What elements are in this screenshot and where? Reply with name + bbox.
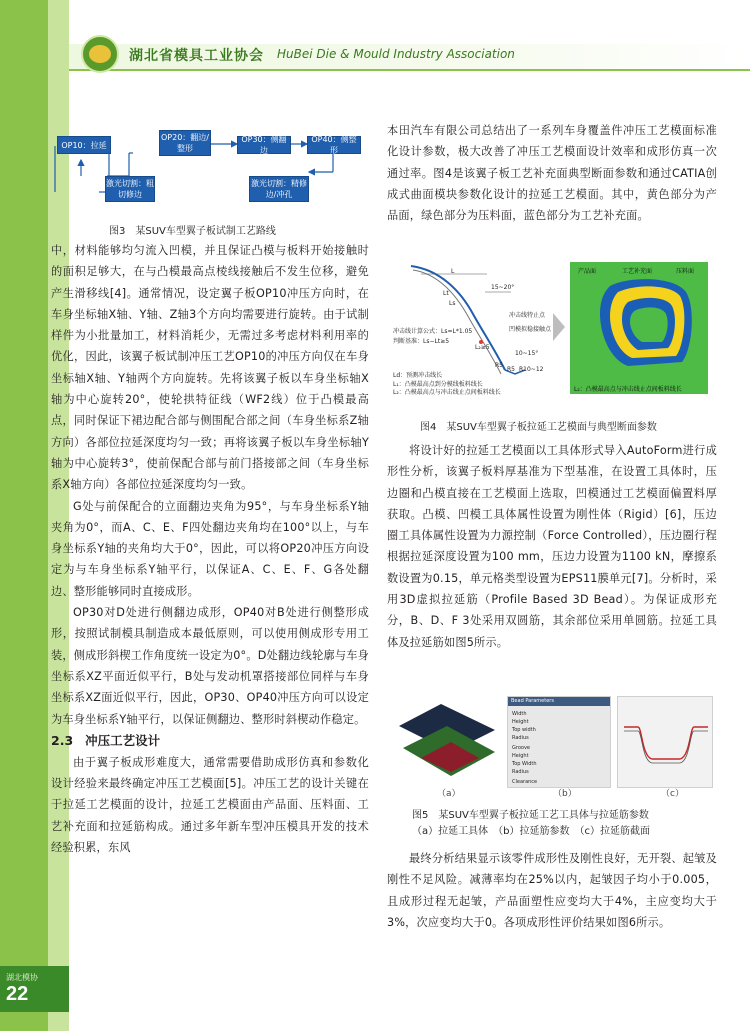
- label-product-face: 产品面: [578, 268, 597, 275]
- tool-body-render: [391, 696, 501, 788]
- right-block-3: [387, 848, 717, 933]
- param-groove-top-width: Top Width: [512, 761, 537, 767]
- flow-op40: OP40：侧整形: [307, 136, 361, 154]
- param-groove-height: Height: [512, 753, 529, 759]
- right-block-2: [387, 440, 717, 653]
- left-paragraph-1: 中，材料能够均匀流入凹模，并且保证凸模与板料开始接触时的面积足够大，在与凸模最高点棱线接触后不发生位移，避免产生滑移线[4]。通常情况，设定翼子板OP10冲压方向时，在车身坐标轴X轴、Y轴、Z轴3个方向均需要进行旋转。由于试制样件为小批量加工，材料消耗少，无需过多考虑材料利用率的优化，因此，该翼子板试制冲压工艺OP10的冲压方向仅在车身坐标轴X轴、Y轴两个方向旋转。先将该翼子板以车身坐标轴X轴为中心旋转20°，使轮拱特征线（WF2线）位于凸模最高点，同时保证下裙边配合部与侧围配合部之间（车身坐标系Z轴方向）各部位拉延深度均匀一致；再将该翼子板以车身坐标轴Y轴为中心旋转3°，使前保配合部与前门搭接部之间（车身坐标系X轴方向）各部位拉延深度均匀一致。: [51, 244, 369, 492]
- param-radius: Radius: [512, 735, 529, 741]
- page-footer: [0, 966, 69, 1012]
- right-paragraph-1: 本田汽车有限公司总结出了一系列车身覆盖件冲压工艺模面标准化设计参数，极大改善了冲压工艺模面设计效率和成形仿真一次通过率。图4是该翼子板工艺补充面典型断面参数和通过CATIA创成式曲面模块参数化设计的拉延工艺模面。其中，黄色部分为产品面，绿色部分为压料面，蓝色部分为工艺补充面。: [387, 124, 717, 223]
- label-R10-12: R10~12: [519, 366, 544, 373]
- logo-emblem: [89, 45, 111, 63]
- label-criterion: 判断基准：Ls−Lt≥5: [393, 338, 450, 345]
- flow-op30: OP30：侧翻边: [237, 136, 291, 154]
- label-formula: 冲击线计算公式：Ls=L*1.05: [393, 328, 473, 335]
- die-face-render: [570, 262, 708, 394]
- param-groove: Groove: [512, 745, 530, 751]
- label-stop-point: 冲击线特止点: [509, 312, 546, 319]
- die-face-graphic: [570, 262, 708, 394]
- left-column: [51, 240, 369, 858]
- section-heading: [51, 730, 369, 752]
- legend-L1: L₁：凸模最高点到分模线板料线长: [393, 381, 483, 388]
- right-paragraph-2: 将设计好的拉延工艺模面以工具体形式导入AutoForm进行成形性分析，该翼子板料厚基准为下型基准，在设置工具体时，压边圈和凸模直接在工艺模面上选取，凹模通过工艺模面偏置料厚获取。凸模、凹模工具体属性设置为刚性体（Rigid）[6]，压边圈工具体属性设置为力源控制（Force Controlled），压边圈行程根据拉延深度设置为100 mm，压边力设置为1100 kN，摩擦系数设置为0.15，单元格类型设置为EPS11膜单元[7]。分析时，采用3D虚拟拉延筋（Profile Based 3D Bead）。为保证成形充分，B、D、F 3处采用双圆筋，其余部位采用单圆筋。拉延工具体及拉延筋如图5所示。: [387, 444, 717, 649]
- param-top-width: Top width: [512, 727, 536, 733]
- left-paragraph-4: 由于翼子板成形难度大，通常需要借助成形仿真和参数化设计经验来最终确定冲压工艺模面[5]。冲压工艺的设计关键在于拉延工艺模面的设计，拉延工艺模面由产品面、压料面、工艺补充面和拉延筋构成。通过多年新车型冲压模具开发的技术经验积累，东风: [51, 755, 369, 855]
- label-Lt: Lt: [443, 290, 449, 297]
- association-logo-icon: [81, 35, 119, 73]
- panel-label-c: （c）: [661, 789, 684, 799]
- section-title: 冲压工艺设计: [85, 732, 161, 748]
- section-diagram: [391, 262, 552, 396]
- label-R5-b: R5: [507, 366, 515, 373]
- flow-laser-fine: 激光切割：精修边/冲孔: [249, 176, 309, 202]
- legend-Ld: Ld：预测冲击线长: [393, 372, 443, 379]
- page-header: [69, 28, 750, 74]
- label-L2: L₂≥5: [475, 344, 490, 351]
- flow-op20: OP20：翻边/整形: [159, 130, 211, 156]
- figure-3-process-route: [51, 118, 369, 242]
- label-binder: 压料面: [676, 268, 695, 275]
- legend-L2: L₂：凸模最高点与冲击线止点间板料线长: [393, 389, 501, 396]
- figure-5-caption: 图5 某SUV车型翼子板拉延工艺工具体与拉延筋参数: [412, 810, 649, 821]
- param-clearance: Clearance: [512, 779, 538, 785]
- flow-laser-rough: 激光切割：粗切修边: [105, 176, 155, 202]
- panel-title: Bead Parameters: [511, 698, 554, 704]
- header-title-en: HuBei Die & Mould Industry Association: [277, 47, 515, 61]
- left-paragraph-2: G处与前保配合的立面翻边夹角为95°，与车身坐标系Y轴夹角为0°，而A、C、E、F四处翻边夹角均在100°以上，与车身坐标系Y轴的夹角均大于0°，因此，可以将OP20冲压方向设定为与车身坐标系Y轴平行，以保证A、C、E、F、G各处翻边、整形能够同时直接成形。: [51, 499, 369, 598]
- header-title-cn: 湖北省模具工业协会: [129, 48, 264, 64]
- param-width: Width: [512, 711, 527, 717]
- bead-section-graphic: [618, 697, 714, 789]
- flow-op10: OP10：拉延: [57, 136, 111, 154]
- param-groove-radius: Radius: [512, 769, 529, 775]
- bead-parameter-panel: [507, 696, 611, 788]
- figure-4-die-face: [387, 258, 717, 398]
- label-angle-1: 15~20°: [491, 284, 515, 291]
- bead-section-view: [617, 696, 713, 788]
- left-paragraph-3: OP30对D处进行侧翻边成形，OP40对B处进行侧整形成形，按照试制模具制造成本最低原则，可以使用侧成形专用工装，侧成形斜楔工作角度统一设定为0°。D处翻边线轮廓与车身坐标系XZ平面近似平行，B处与发动机罩搭接部位同样与车身坐标系XZ面近似平行，因此，OP30、OP40冲压方向可以设定为车身坐标系Y轴平行，以保证侧翻边、整形时斜楔动作稳定。: [51, 606, 370, 726]
- panel-label-a: （a）: [437, 789, 461, 799]
- page-number: 22: [6, 983, 29, 1005]
- label-L2-right: L₂：凸模最高点与冲击线止点间板料线长: [574, 386, 682, 393]
- section-number: 2.3: [51, 732, 74, 748]
- panel-label-b: （b）: [553, 789, 577, 799]
- label-angle-2: 10~15°: [515, 350, 539, 357]
- label-R5-a: R5: [495, 362, 503, 369]
- figure-3-caption: 图3 某SUV车型翼子板试制工艺路线: [109, 226, 276, 237]
- transition-arrow-icon: [553, 313, 565, 341]
- figure-5-subcaptions: （a）拉延工具体 （b）拉延筋参数 （c）拉延筋截面: [412, 826, 650, 837]
- label-addendum: 工艺补充面: [622, 268, 653, 275]
- tool-body-graphic: [391, 696, 501, 788]
- right-column: [387, 120, 717, 226]
- figure-4-caption: 图4 某SUV车型翼子板拉延工艺模面与典型断面参数: [420, 422, 657, 433]
- figure-5-tools-beads: [387, 690, 717, 806]
- param-height: Height: [512, 719, 529, 725]
- footer-label: 湖北模协: [6, 973, 38, 982]
- label-L: L: [451, 268, 455, 275]
- right-paragraph-3: 最终分析结果显示该零件成形性及刚性良好，无开裂、起皱及刚性不足风险。减薄率均在25%以内，起皱因子均小于0.005，且成形过程无起皱，产品面塑性应变均大于4%，主应变均大于3%，次应变均大于0。各项成形性评价结果如图6所示。: [387, 852, 717, 929]
- label-contact-point: 凹模拟稳接触点: [509, 326, 552, 333]
- header-divider: [69, 69, 750, 71]
- label-Ls: Ls: [449, 300, 456, 307]
